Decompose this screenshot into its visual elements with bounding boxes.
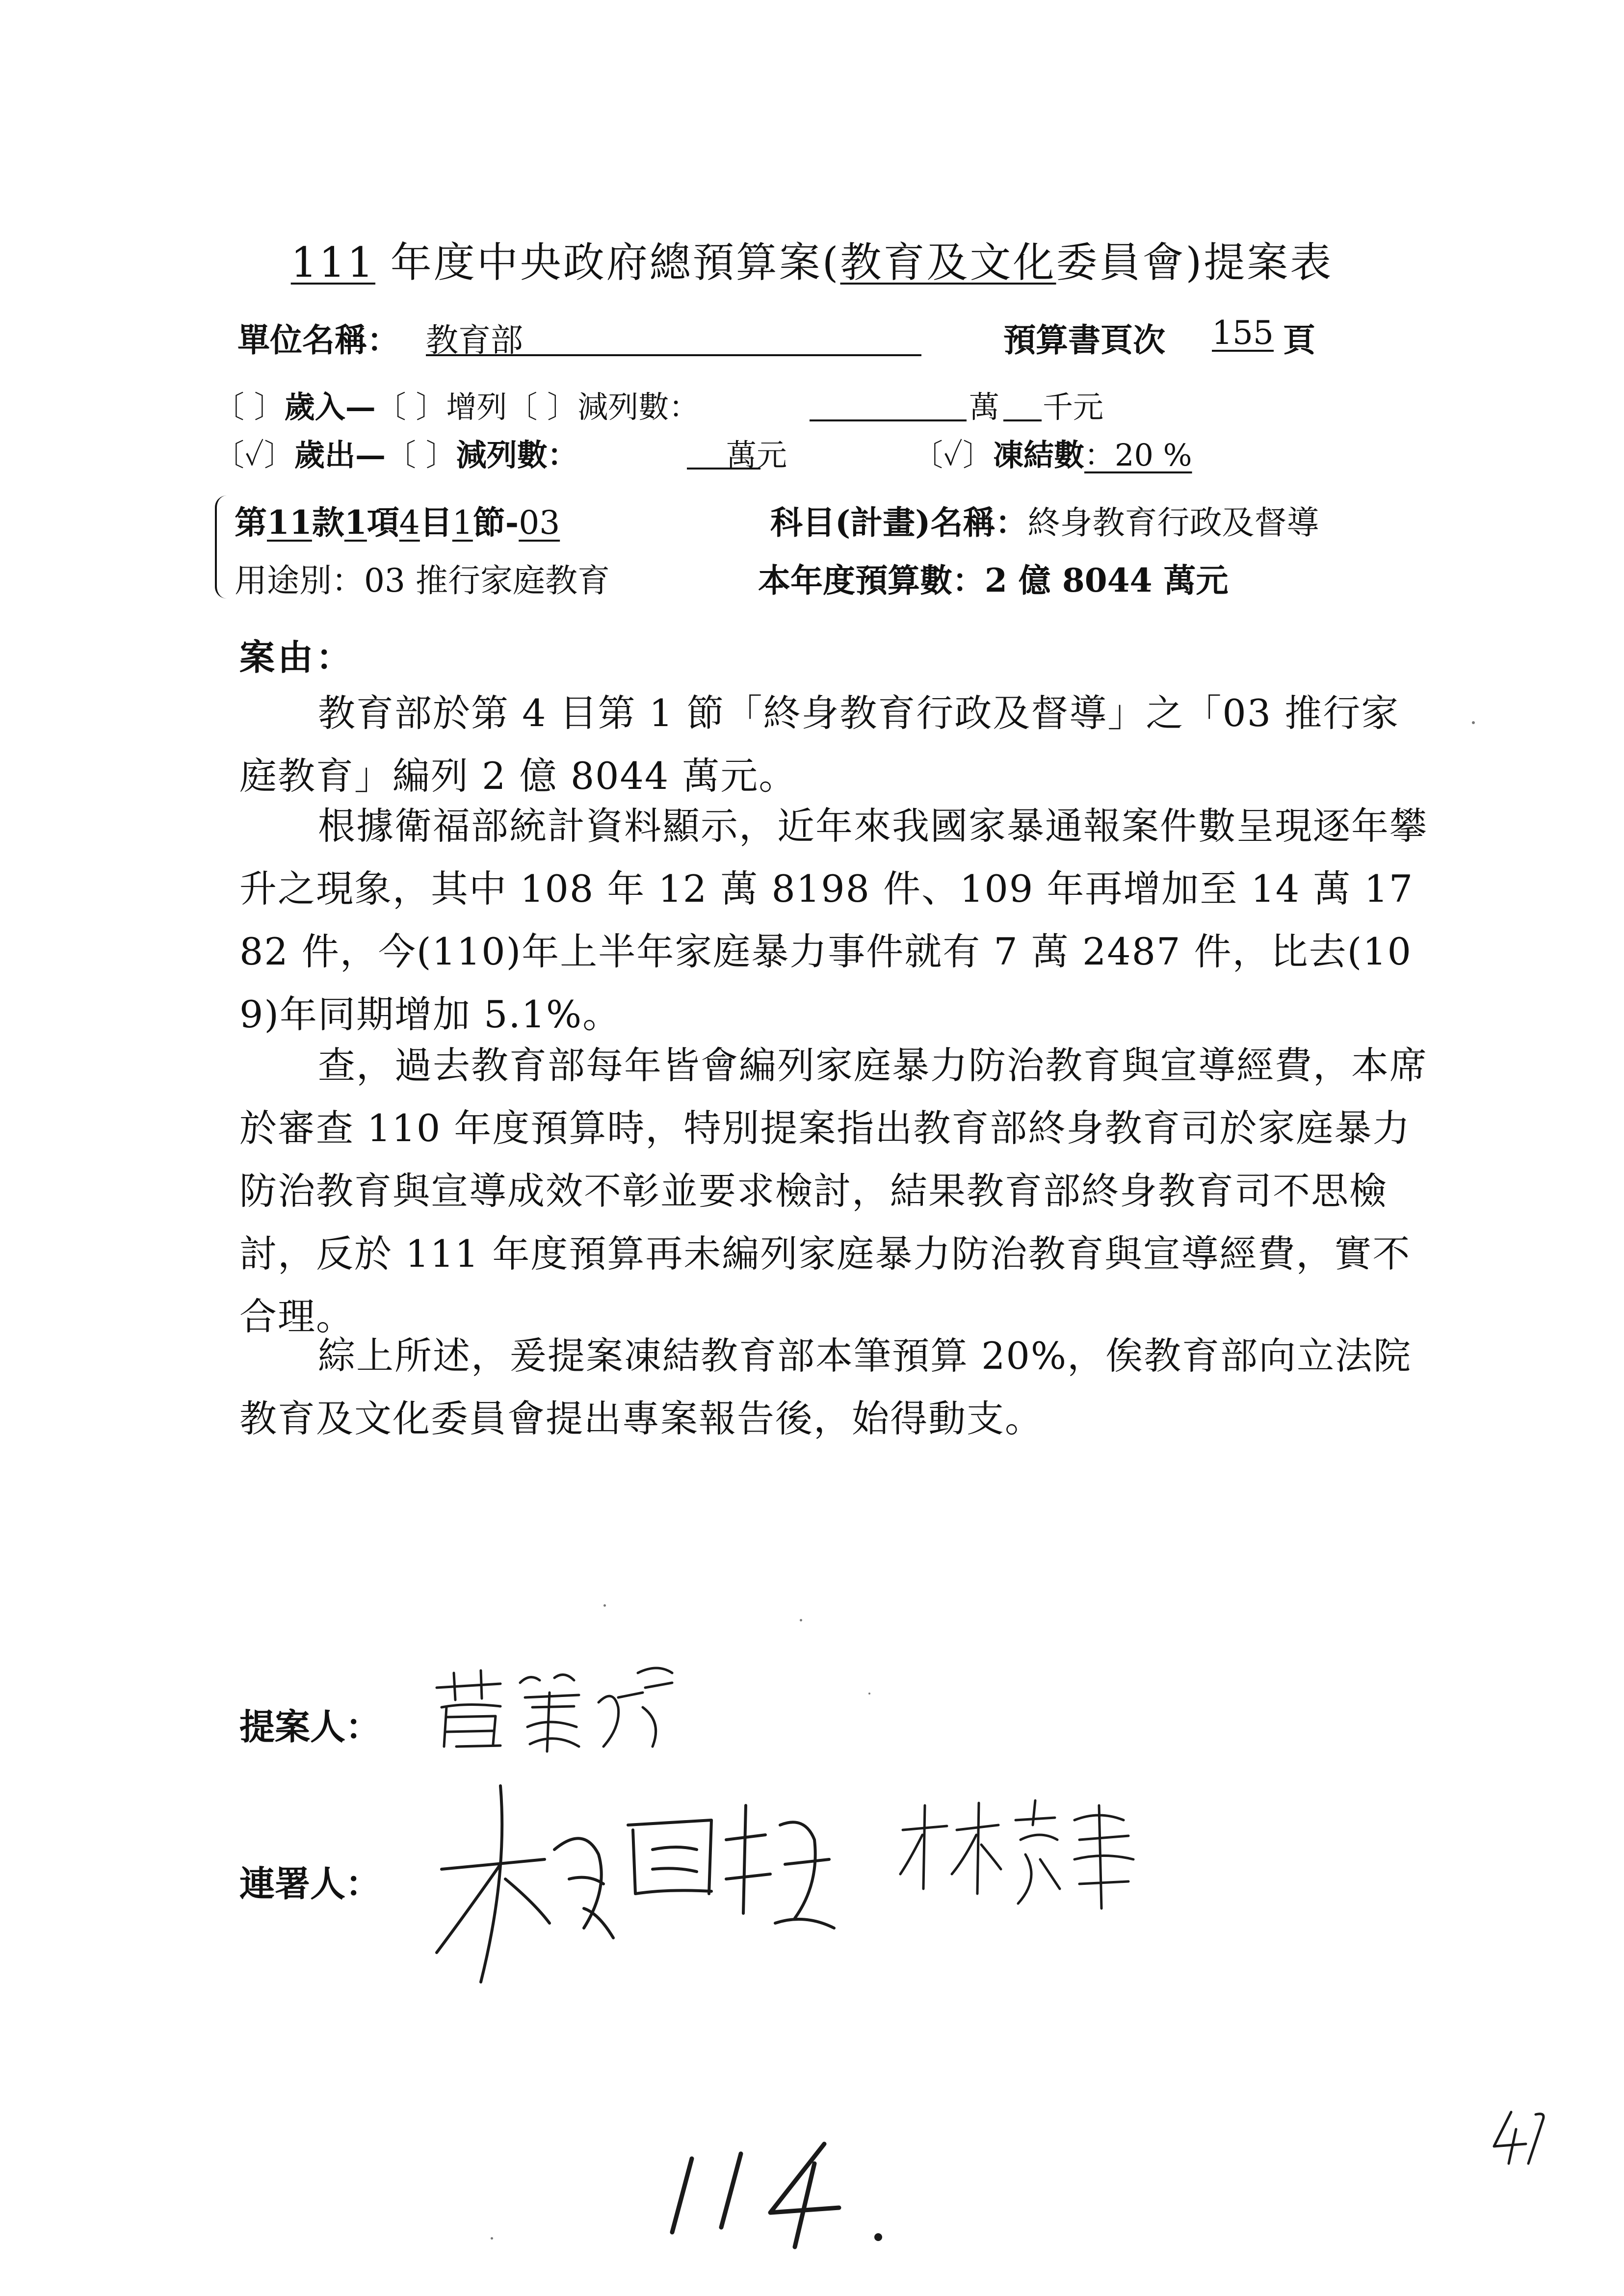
increase-checkbox: 〔 〕 [375, 389, 446, 425]
jie-label: 節- [472, 503, 519, 542]
freeze-checkbox: 〔✓〕 [913, 437, 993, 473]
proposer-signature [427, 1653, 682, 1756]
usage-value: 03 推行家庭教育 [364, 562, 610, 600]
expense-decrease-checkbox: 〔 〕 [386, 437, 456, 473]
unit-label: 單位名稱： [237, 321, 399, 359]
classification-code [235, 496, 560, 543]
usage [235, 554, 610, 601]
committee-name: 教育及文化 [840, 238, 1056, 287]
revenue-row [214, 383, 699, 426]
case-paragraph: 查，過去教育部每年皆會編列家庭暴力防治教育與宣導經費，本席於審查 110 年度預算時，特別提案指出教育部終身教育司於家庭暴力防治教育與宣導成效不彰並要求檢討，結果教育部終身教育司不思檢討，反於 111 年度預算再未編列家庭暴力防治教育與宣導經費，實不合理。 [239, 1044, 1428, 1338]
plan-label: 科目(計畫)名稱： [770, 503, 1028, 542]
case-paragraph: 教育部於第 4 目第 1 節「終身教育行政及督導」之「03 推行家庭教育」編列 2 億 8044 萬元。 [239, 691, 1400, 798]
mu-number: 4 [399, 504, 420, 542]
scan-speck [491, 2237, 493, 2240]
expense-decrease-label: 減列數： [456, 437, 578, 473]
page-label: 預算書頁次 [1003, 321, 1165, 359]
scan-speck [603, 1604, 606, 1607]
scan-speck [800, 1619, 802, 1621]
xiang-label: 項 [367, 503, 399, 542]
jie-number: 1 [452, 504, 473, 542]
case-paragraph: 根據衛福部統計資料顯示，近年來我國家暴通報案件數呈現逐年攀升之現象，其中 108 年 12 萬 8198 件、109 年再增加至 14 萬 1782 件，今(110)年上半年家庭暴力事件就有 7 萬 2487 件，比去(109)年同期增加 5.1%。 [239, 804, 1428, 1036]
kuan-prefix: 第 [235, 503, 267, 542]
freeze-group [913, 431, 1192, 474]
proposer-label: 提案人： [239, 1706, 381, 1748]
expense-unit: 萬元 [726, 437, 787, 473]
page-suffix: 頁 [1283, 321, 1315, 359]
page-number-value: 155 [1212, 314, 1274, 352]
cosigner-signature [893, 1791, 1148, 1918]
title-part2: 委員會)提案表 [1056, 238, 1334, 287]
unit-underline [426, 354, 921, 356]
revenue-label: 歲入— [284, 389, 376, 425]
year: 111 [290, 238, 376, 287]
budget-amount [758, 554, 1229, 601]
handwritten-case-number [662, 2124, 937, 2252]
xiang-number: 1 [344, 503, 367, 542]
scan-speck [868, 1693, 870, 1695]
plan-value: 終身教育行政及督導 [1027, 504, 1319, 542]
budget-value: 2 億 8044 萬元 [985, 561, 1229, 600]
expense-label: 歲出— [294, 437, 386, 473]
revenue-unit-wan: 萬 [969, 389, 1000, 425]
usage-label: 用途別： [235, 562, 364, 600]
revenue-amount-blank [810, 419, 967, 421]
revenue-qian-blank [1003, 419, 1042, 421]
case-paragraph: 綜上所述，爰提案凍結教育部本筆預算 20%，俟教育部向立法院教育及文化委員會提出專案報告後，始得動支。 [239, 1334, 1412, 1440]
document-title [0, 230, 1624, 289]
sub-number: 03 [519, 504, 560, 542]
decrease-label: 減列數： [577, 389, 700, 425]
freeze-value: ：20 % [1084, 437, 1192, 473]
increase-label: 增列 [446, 389, 507, 425]
budget-label: 本年度預算數： [758, 561, 985, 600]
classification-bracket [215, 496, 232, 599]
case-heading: 案由： [239, 636, 355, 678]
cosigner-label: 連署人： [239, 1863, 381, 1905]
kuan-number: 11 [267, 503, 312, 542]
scan-speck [1472, 721, 1475, 724]
mu-label: 目 [419, 503, 452, 542]
expense-checkbox: 〔✓〕 [214, 437, 294, 473]
plan-name [770, 496, 1319, 543]
decrease-checkbox: 〔 〕 [507, 389, 578, 425]
revenue-unit-qian: 千元 [1043, 389, 1104, 425]
cosigner-signature [422, 1766, 844, 1997]
handwritten-page-number [1487, 2105, 1555, 2168]
kuan-label: 款 [312, 503, 344, 542]
revenue-checkbox: 〔 〕 [214, 389, 285, 425]
unit-value: 教育部 [426, 321, 523, 359]
expense-row [214, 431, 578, 474]
freeze-label: 凍結數 [993, 437, 1085, 473]
title-part1: 年度中央政府總預算案( [390, 238, 840, 287]
